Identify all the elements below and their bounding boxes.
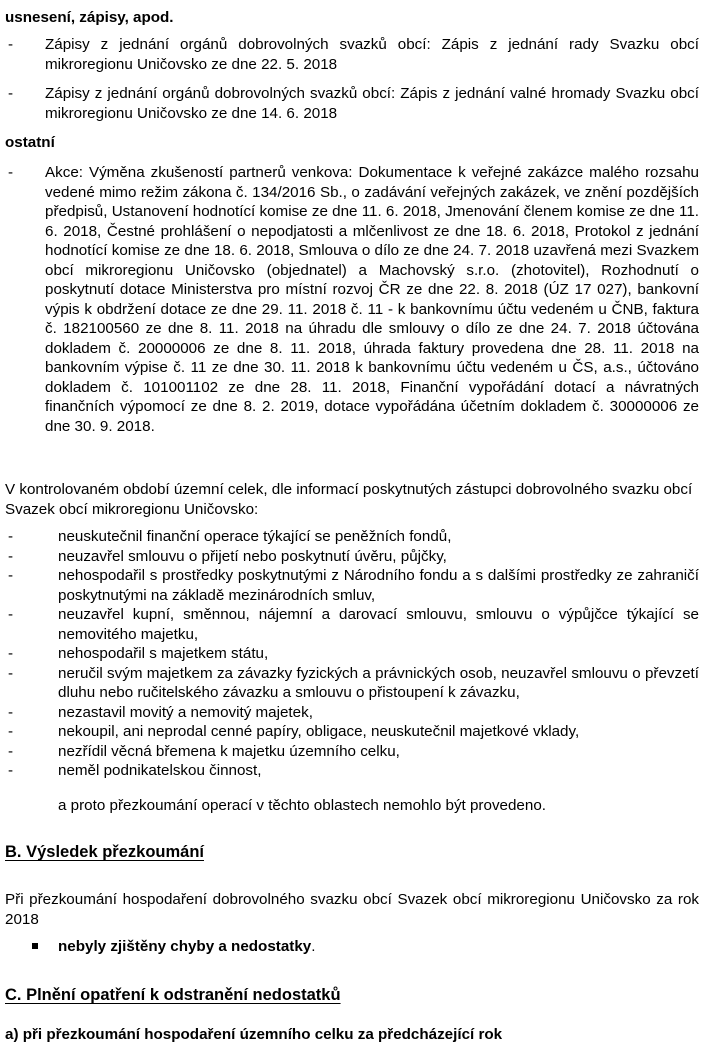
period-list [0, 527, 714, 781]
list-item [0, 742, 714, 762]
finding-end: . [311, 938, 316, 955]
list-item [0, 644, 714, 664]
dash-marker: - [8, 645, 14, 662]
list-item [0, 722, 714, 742]
list-item-text: neuzavřel smlouvu o přijetí nebo poskytnutí úvěru, půjčky, [58, 547, 447, 565]
period-intro: V kontrolovaném období územní celek, dle informací poskytnutých zástupci dobrovolného svazku obcí Svazek obcí mikroregionu Uničovsko: [5, 481, 693, 518]
other-heading: ostatní [5, 134, 55, 151]
list-item [0, 664, 714, 703]
dash-marker: - [8, 606, 14, 623]
result-text: Při přezkoumání hospodaření dobrovolného svazku obcí Svazek obcí mikroregionu Uničovsko za rok 2018 [5, 891, 699, 928]
list-item-text: Zápisy z jednání orgánů dobrovolných svazků obcí: Zápis z jednání valné hromady Svazku obcí mikroregionu Uničovsko ze dne 14. 6. 2018 [45, 85, 699, 122]
list-item [0, 703, 714, 723]
result-heading: B. Výsledek přezkoumání [5, 843, 204, 861]
list-item-text: neuzavřel kupní, směnnou, nájemní a darovací smlouvu, smlouvu o výpůjčce týkající se nemovitého majetku, [58, 606, 699, 643]
dash-marker: - [8, 164, 14, 181]
measures-subheading: a) při přezkoumání hospodaření územního celku za předcházející rok [5, 1026, 503, 1043]
list-item-text: nehospodařil s majetkem státu, [58, 645, 269, 662]
list-item [0, 527, 714, 547]
dash-marker: - [8, 36, 14, 53]
dash-marker: - [8, 85, 14, 102]
dash-marker: - [8, 547, 14, 565]
list-item-text: nehospodařil s prostředky poskytnutými z Národního fondu a s dalšími prostředky ze zahraničí poskytnutými na základě mezinárodních smluv, [58, 567, 699, 604]
list-item [0, 547, 714, 567]
list-item-text: Akce: Výměna zkušeností partnerů venkova: Dokumentace k veřejné zakázce malého rozsahu vedené mimo režim zákona č. 134/2016 Sb., o zadávání veřejných zakázek, ve znění pozdějších předpisů, Ustanovení hodnotící komise ze dne 11. 6. 2018, Jmenování členem komise ze dne 11. 6. 2018, Čestné prohlášení o nepodjatosti a mlčenlivost ze dne 18. 6. 2018, Protokol z jednání hodnotící komise ze dne 18. 6. 2018, Smlouva o dílo ze dne 24. 7. 2018 uzavřená mezi Svazkem obcí mikroregionu Uničovsko (objednatel) a Machovský s.r.o. (zhotovitel), Rozhodnutí o poskytnutí dotace Ministerstva pro místní rozvoj ČR ze dne 22. 8. 2018 (ÚZ 17 027), bankovní výpis k obdržení dotace ze dne 29. 11. 2018 č. 11 - k bankovnímu účtu vedeném u ČNB, faktura č. 182100560 ze dne 8. 11. 2018 na úhradu dle smlouvy o dílo ze dne 24. 7. 2018 účtována dokladem č. 20000006 ze dne 8. 11. 2018, úhrada faktury provedena dne 28. 11. 2018 na bankovním výpise č. 11 ze dne 30. 11. 2018 k bankovnímu účtu vedeném u ČS, a.s., účtováno dokladem č. 101001102 ze dne 28. 11. 2018, Finanční vypořádání dotací a návratných finančních výpomocí ze dne 8. 2. 2019, dotace vypořádána účetním dokladem č. 30000006 ze dne 30. 9. 2018. [45, 164, 699, 435]
list-item-text: nezastavil movitý a nemovitý majetek, [58, 703, 313, 721]
resolutions-heading: usnesení, zápisy, apod. [5, 9, 174, 26]
list-item [0, 566, 714, 605]
dash-marker: - [8, 528, 14, 545]
list-item-text: neručil svým majetkem za závazky fyzických a právnických osob, neuzavřel smlouvu o převzetí dluhu nebo ručitelského závazku a smlouvu o přistoupení k závazku, [58, 664, 699, 701]
dash-marker: - [8, 664, 14, 682]
dash-marker: - [8, 762, 14, 779]
list-item [0, 605, 714, 644]
list-item-text: nekoupil, ani neprodal cenné papíry, obligace, neuskutečnil majetkové vklady, [58, 723, 580, 740]
finding-bold: nebyly zjištěny chyby a nedostatky [58, 938, 312, 955]
dash-marker: - [8, 742, 14, 760]
list-item-text: nezřídil věcná břemena k majetku územního celku, [58, 742, 400, 760]
list-item-text: Zápisy z jednání orgánů dobrovolných svazků obcí: Zápis z jednání rady Svazku obcí mikroregionu Uničovsko ze dne 22. 5. 2018 [45, 36, 699, 73]
dash-marker: - [8, 723, 14, 740]
measures-heading: C. Plnění opatření k odstranění nedostatků [5, 986, 341, 1004]
list-item-text: neměl podnikatelskou činnost, [58, 762, 262, 779]
square-bullet-icon [32, 943, 38, 949]
dash-marker: - [8, 567, 14, 584]
list-item [0, 761, 714, 781]
dash-marker: - [8, 703, 14, 721]
period-conclusion: a proto přezkoumání operací v těchto oblastech nemohlo být provedeno. [58, 797, 546, 814]
list-item-text: neuskutečnil finanční operace týkající se peněžních fondů, [58, 528, 452, 545]
